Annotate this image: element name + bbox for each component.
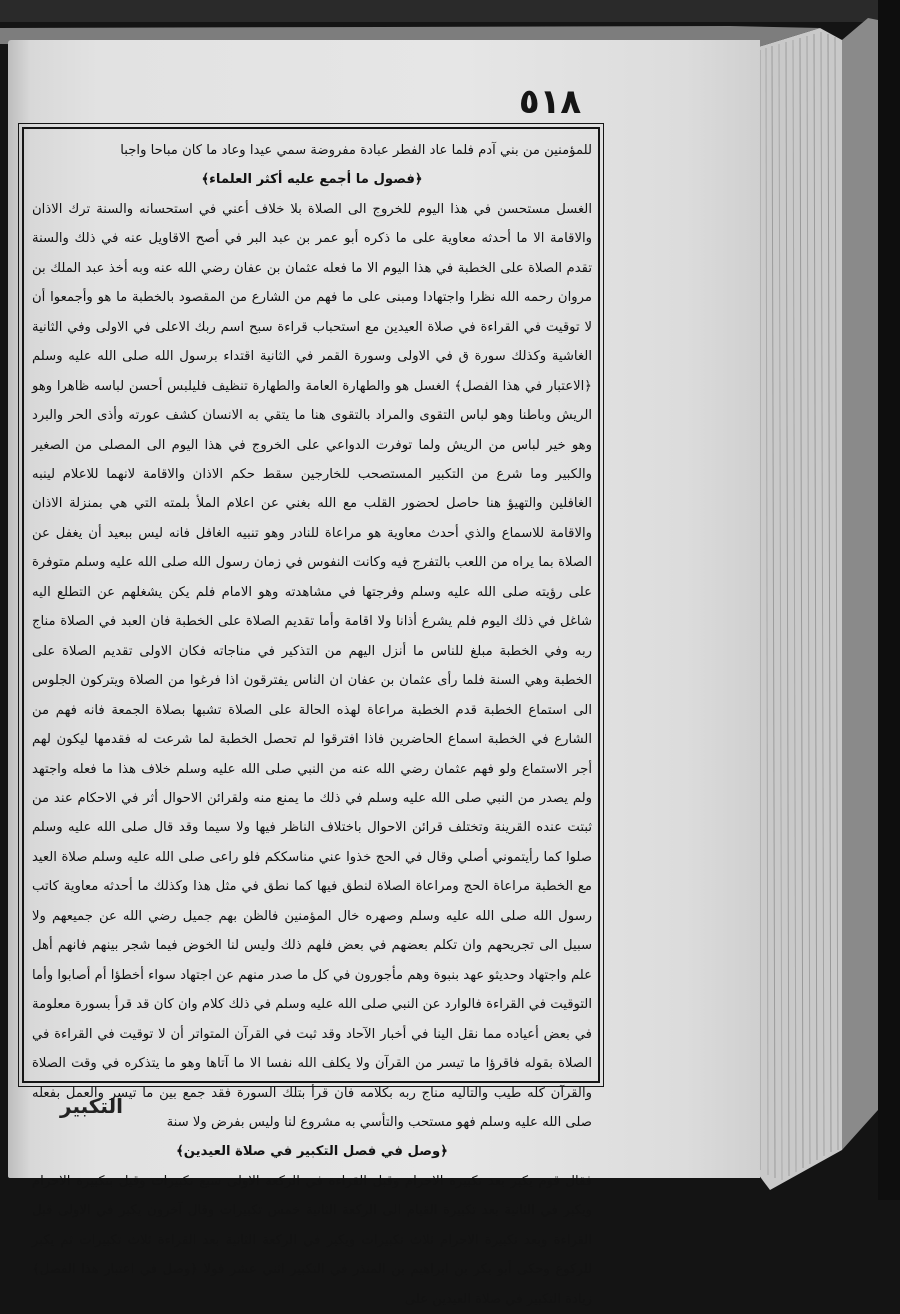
paragraph: للمؤمنين من بني آدم فلما عاد الفطر عبادة مفروضة سمي عيدا وعاد ما كان مباحا واجبا [120,143,592,158]
paragraph: فقال قوم يكبر بعد تكبيرة الاحرام وقبل القراءة في الركعة الاولى سبع تكبيرات وقيل بتكبيرة الاحرام ويكبر في الثانية بعد تكبيرة القيام الى الركعة الثانية خمس تكبيرات وقال آخرون يكبر في الاولى قبل القراءة وبعد تكبيرة الاحرام ثلاث تكبيرات ويكبر في الركعة الثانية بعد القراءة ثلاث تكبيرات ثم يكبر للركوع وحكى أبو بكر بن ابراهيم بن المنذر في التكبير اثني عشر قولا ﴿وصل في اعتبار هذا الفصل﴾ زيادة التكبير في صلاة العيدين على [32,1173,592,1307]
page-stack-edge [755,0,900,1200]
section-heading: ﴿فصول ما أجمع عليه أكثر العلماء﴾ [201,172,423,188]
top-shadow [0,0,900,22]
catchword: التكبير [60,1094,123,1118]
section-heading: ﴿وصل في فصل التكبير في صلاة العيدين﴾ [176,1144,448,1160]
arabic-text-block [32,136,592,1307]
paragraph: الغسل مستحسن في هذا اليوم للخروج الى الصلاة بلا خلاف أعني في استحسانه والسنة ترك الاذان والاقامة الا ما أحدثه معاوية على ما ذكره أبو عمر بن عبد البر في أصح الاقاويل عنه في ذلك والسنة تقدم الصلاة على الخطبة في هذا اليوم الا ما فعله عثمان بن عفان رضي الله عنه وبه أخذ عبد الملك بن مروان رحمه الله نظرا واجتهادا ومبنى على ما فهم من الشارع من المقصود بالخطبة ما هو وأجمعوا أن لا توقيت في القراءة في صلاة العيدين مع استحباب قراءة سبح اسم ربك الاعلى في الاولى وفي الثانية الغاشية وكذلك سورة ق في الاولى وسورة القمر في الثانية اقتداء برسول الله صلى الله عليه وسلم ﴿الاعتبار في هذا الفصل﴾ الغسل هو والطهارة العامة والطهارة تنظيف فليلبس أحسن لباسه ظاهرا وهو الريش وباطنا وهو لباس التقوى والمراد بالتقوى هنا ما يتقي به الانسان كشف عورته وأذى الحر والبرد وهو خير لباس من الريش ولما توفرت الدواعي على الخروج في هذا اليوم الى المصلى من الصغير والكبير وما شرع من التكبير المستصحب للخارجين سقط حكم الاذان والاقامة لانهما للاعلام لينبه الغافلين والتهيؤ هنا حاصل لحضور القلب مع الله بغني عن اعلام الملأ بلمته التي هي بمنزلة الاذان والاقامة للاسماع والذي أحدث معاوية هو مراعاة للنادر وهو تنبيه الغافل فانه ليس ببعيد أن يغفل عن الصلاة بما يراه من اللعب بالتفرج فيه وكانت النفوس في زمان رسول الله صلى الله عليه وسلم متوفرة على رؤيته صلى الله عليه وسلم وفرجتها في مشاهدته وهو الامام فلم يكن يشغلهم عن التطلع اليه شاغل في ذلك اليوم فلم يشرع أذانا ولا اقامة وأما تقديم الصلاة على الخطبة فان العبد في الصلاة مناج ربه وفي الخطبة مبلغ للناس ما أنزل اليهم من التذكير في مناجاته فكان الاولى تقديم الصلاة على الخطبة وهي السنة فلما رأى عثمان بن عفان ان الناس يفترقون اذا فرغوا من الصلاة ويتركون الجلوس الى استماع الخطبة قدم الخطبة مراعاة لهذه الحالة على الصلاة تشبها بصلاة الجمعة فانه فهم من الشارع في الخطبة اسماع الحاضرين فاذا افترقوا لم تحصل الخطبة لما شرعت له فقدمها ليكون لهم أجر الاستماع ولو فهم عثمان رضي الله عنه من النبي صلى الله عليه وسلم خلاف هذا ما فعله واجتهد ولم يصدر من النبي صلى الله عليه وسلم في ذلك ما يمنع منه ولقرائن الاحوال أثر في الاحكام عند من ثبتت عنده القرينة وتختلف قرائن الاحوال باختلاف الناظر فيها ولا سيما وقد قال صلى الله عليه وسلم صلوا كما رأيتموني أصلي وقال في الحج خذوا عني مناسككم فلو راعى صلى الله عليه وسلم صلاة العيد مع الخطبة مراعاة الحج ومراعاة الصلاة لنطق فيها كما نطق في مثل هذا وكذلك ما أحدثه معاوية كاتب رسول الله صلى الله عليه وسلم وصهره خال المؤمنين فالظن بهم جميل رضي الله عن جميعهم ولا سبيل الى تجريحهم وان تكلم بعضهم في بعض فلهم ذلك وليس لنا الخوض فيما شجر بينهم فانهم أهل علم واجتهاد وحديثو عهد بنبوة وهم مأجورون في كل ما صدر منهم عن اجتهاد سواء أخطؤا أم أصابوا وأما التوقيت في القراءة فالوارد عن النبي صلى الله عليه وسلم في ذلك كلام وان كان قد قرأ بسورة معلومة في بعض أعياده مما نقل الينا في أخبار الآحاد وقد ثبت في القرآن المتواتر أن لا توقيت في القراءة في الصلاة بقوله فاقرؤا ما تيسر من القرآن ولا يكلف الله نفسا الا ما آتاها وهو ما يتذكره في وقت الصلاة والقرآن كله طيب والتاليه مناج ربه بكلامه فان قرأ بتلك السورة فقد جمع بين ما تيسر والعمل بفعله صلى الله عليه وسلم فهو مستحب والتأسي به مشروع لنا وليس بفرض ولا سنة [32,201,592,1130]
page-number: ٥١٨ [518,82,582,122]
